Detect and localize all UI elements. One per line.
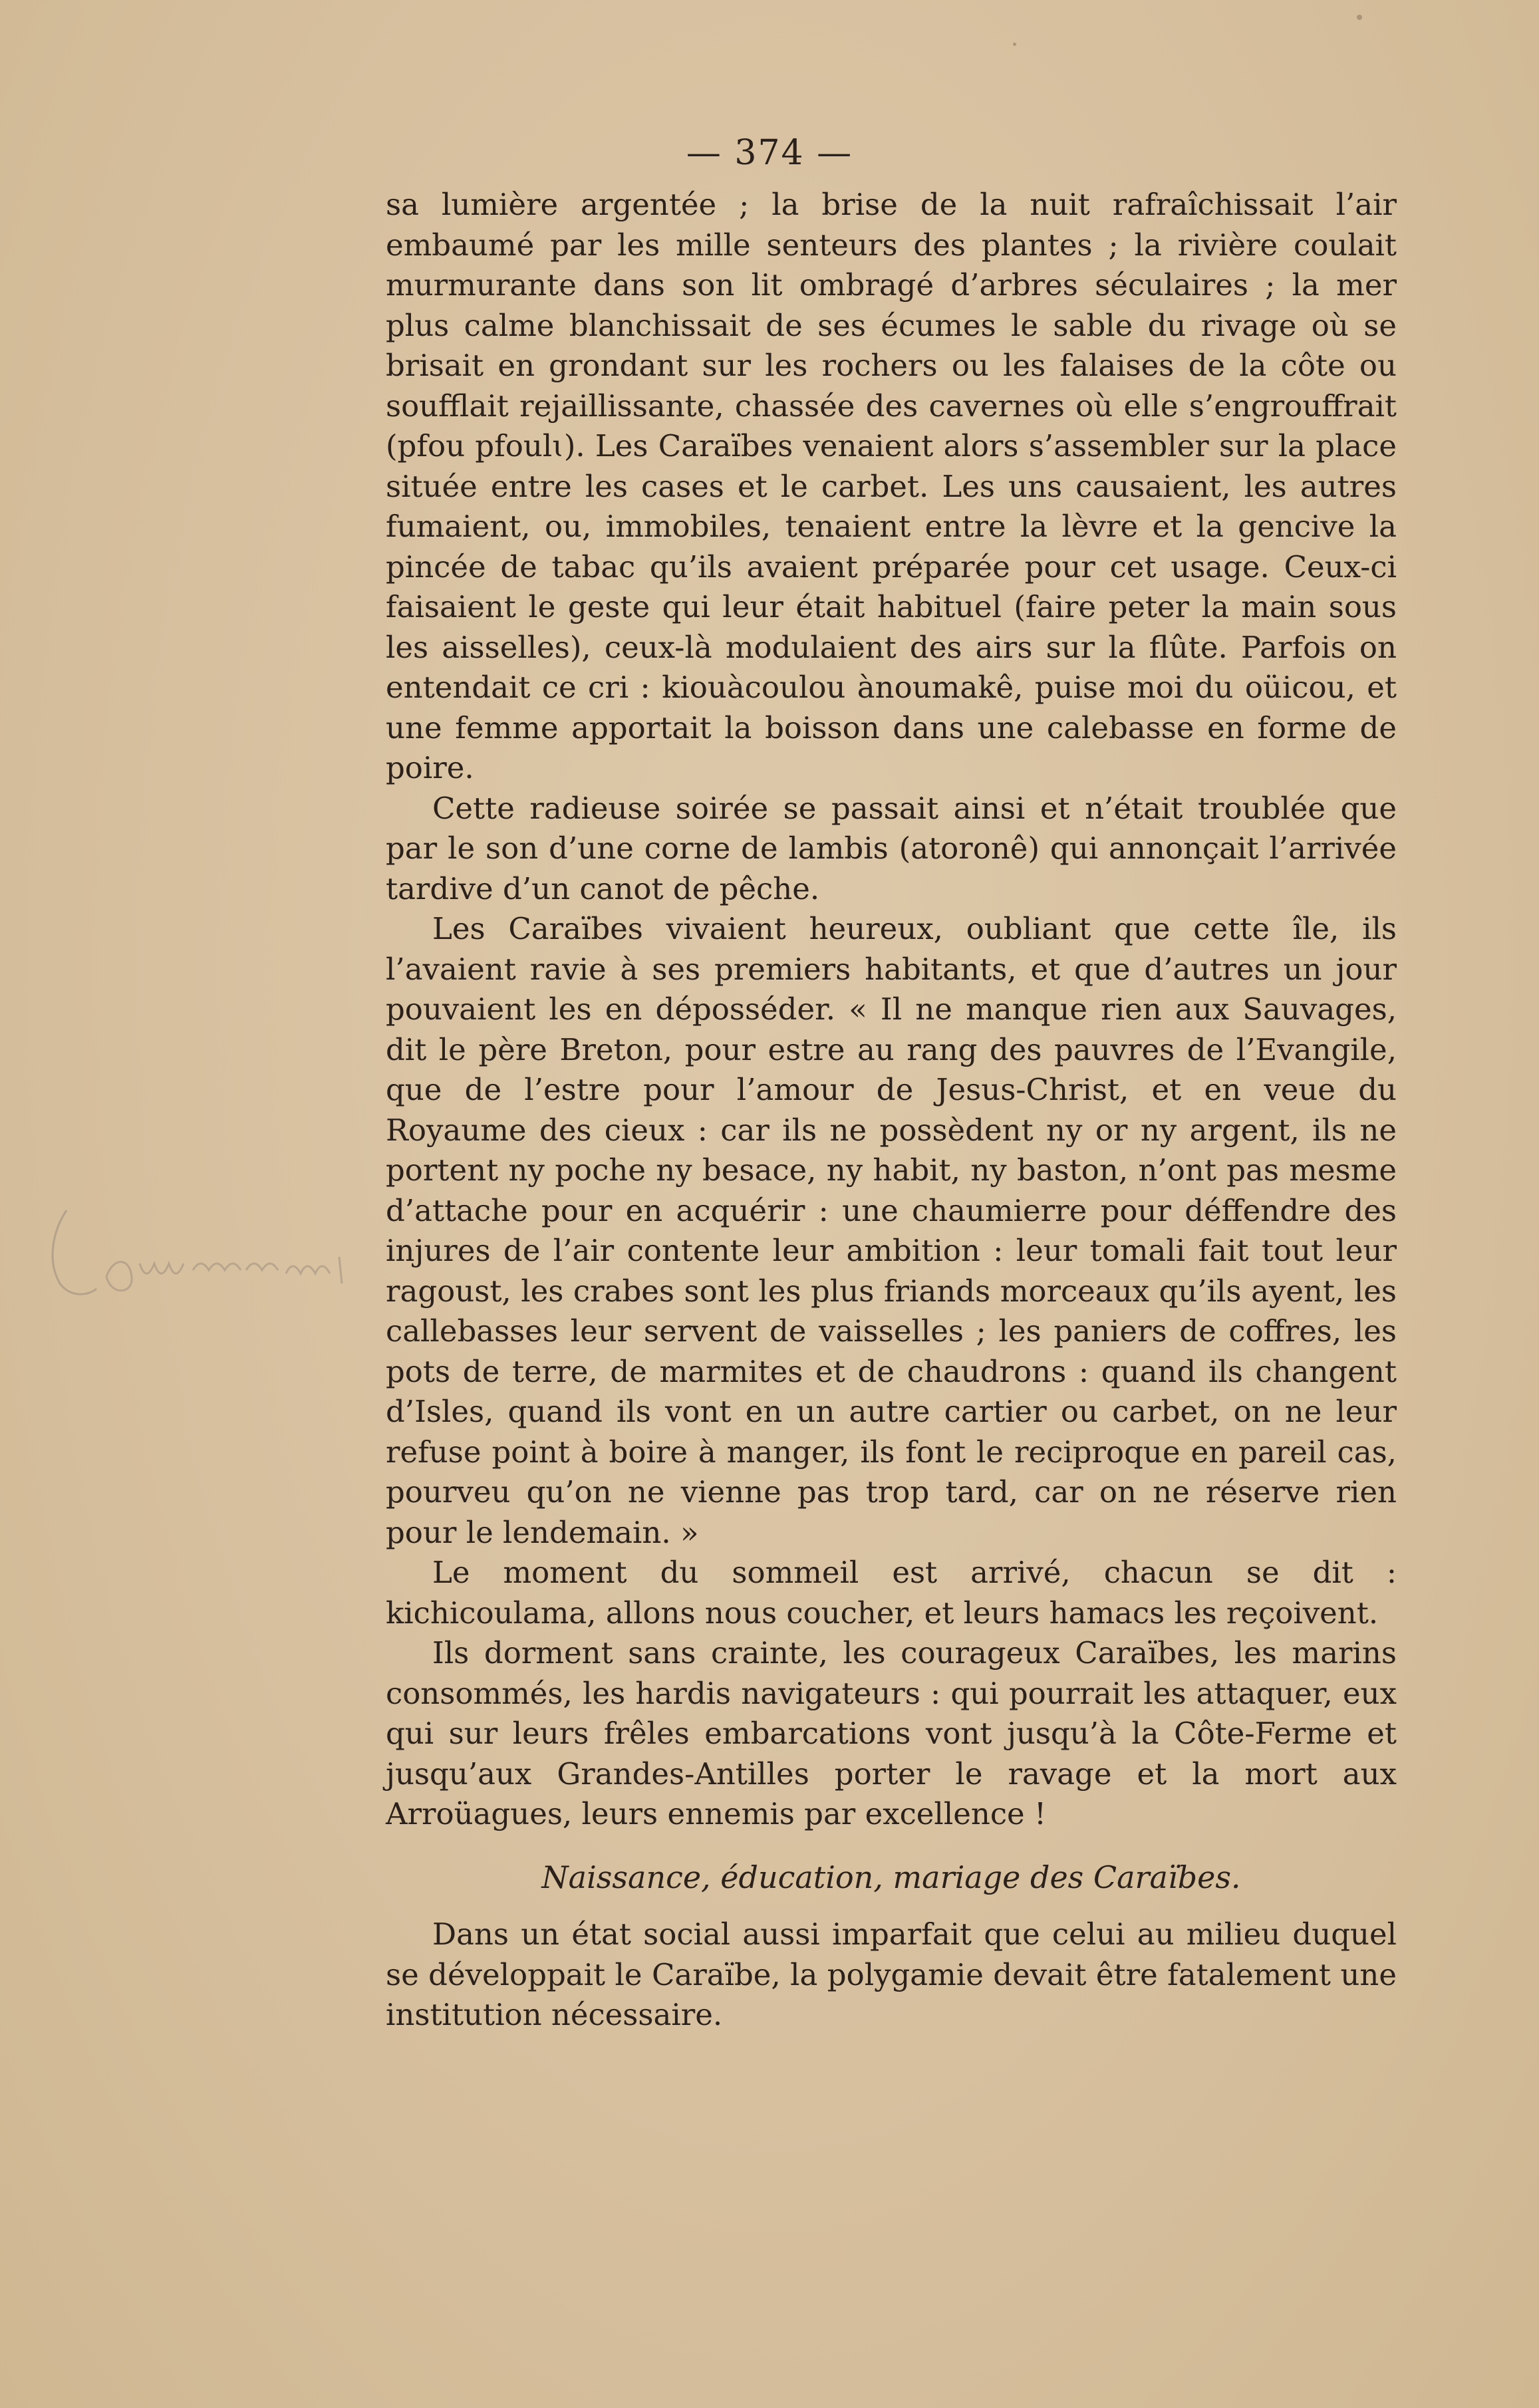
paragraph-5: Ils dorment sans crainte, les courageux Caraïbes, les marins consommés, les hardis navigateurs : qui pourrait les attaquer, eux qui sur leurs frêles embarcations vont jusqu’à la Côte-Ferme et jusqu’aux Grandes-Antilles porter le ravage et la mort aux Arroüagues, leurs ennemis par excellence ! [386,1635,1397,1831]
paragraph-6: Dans un état social aussi imparfait que celui au milieu duquel se développait le Caraïbe, la polygamie devait être fatalement une institution nécessaire. [386,1917,1397,2032]
paragraph-3: Les Caraïbes vivaient heureux, oubliant que cette île, ils l’avaient ravie à ses premiers habitants, et que d’autres un jour pouvaient les en déposséder. « Il ne manque rien aux Sauvages, dit le père Breton, pour estre au rang des pauvres de l’Evangile, que de l’estre pour l’amour de Jesus-Christ, et en veue du Royaume des cieux : car ils ne possèdent ny or ny argent, ils ne portent ny poche ny besace, ny habit, ny baston, n’ont pas mesme d’attache pour en acquérir : une chaumierre pour déffendre des injures de l’air contente leur ambition : leur tomali fait tout leur ragoust, les crabes sont les plus friands morceaux qu’ils ayent, les callebasses leur servent de vaisselles ; les paniers de coffres, les pots de terre, de marmites et de chaudrons : quand ils changent d’Isles, quand ils vont en un autre cartier ou carbet, on ne leur refuse point à boire à manger, ils font le reciproque en pareil cas, pourveu qu’on ne vienne pas trop tard, car on ne réserve rien pour le lendemain. » [386,911,1397,1550]
paper-speck [1013,43,1016,46]
paragraph-4: Le moment du sommeil est arrivé, chacun se dit : kichicoulama, allons nous coucher, et leurs hamacs les reçoivent. [386,1555,1397,1631]
handwritten-margin-note [33,1197,366,1323]
paper-speck [1357,15,1362,20]
section-title: Naissance, éducation, mariage des Caraïbes. [541,1859,1241,1895]
page-number: — 374 — [686,133,853,173]
paragraph-1: sa lumière argentée ; la brise de la nuit rafraîchissait l’air embaumé par les mille senteurs des plantes ; la rivière coulait murmurante dans son lit ombragé d’arbres séculaires ; la mer plus calme blanchissait de ses écumes le sable du rivage où se brisait en grondant sur les rochers ou les falaises de la côte ou soufflait rejaillissante, chassée des cavernes où elle s’engrouffrait (pfou pfoulɩ). Les Caraïbes venaient alors s’assembler sur la place située entre les cases et le carbet. Les uns causaient, les autres fumaient, ou, immobiles, tenaient entre la lèvre et la gencive la pincée de tabac qu’ils avaient préparée pour cet usage. Ceux-ci faisaient le geste qui leur était habituel (faire peter la main sous les aisselles), ceux-là modulaient des airs sur la flûte. Parfois on entendait ce cri : kiouàcoulou ànoumakê, puise moi du oüicou, et une femme apportait la boisson dans une calebasse en forme de poire. [386,187,1397,785]
paragraph-2: Cette radieuse soirée se passait ainsi et n’était troublée que par le son d’une corne de lambis (atoronê) qui annonçait l’arrivée tardive d’un canot de pêche. [386,790,1397,906]
body-text [386,185,1397,2036]
